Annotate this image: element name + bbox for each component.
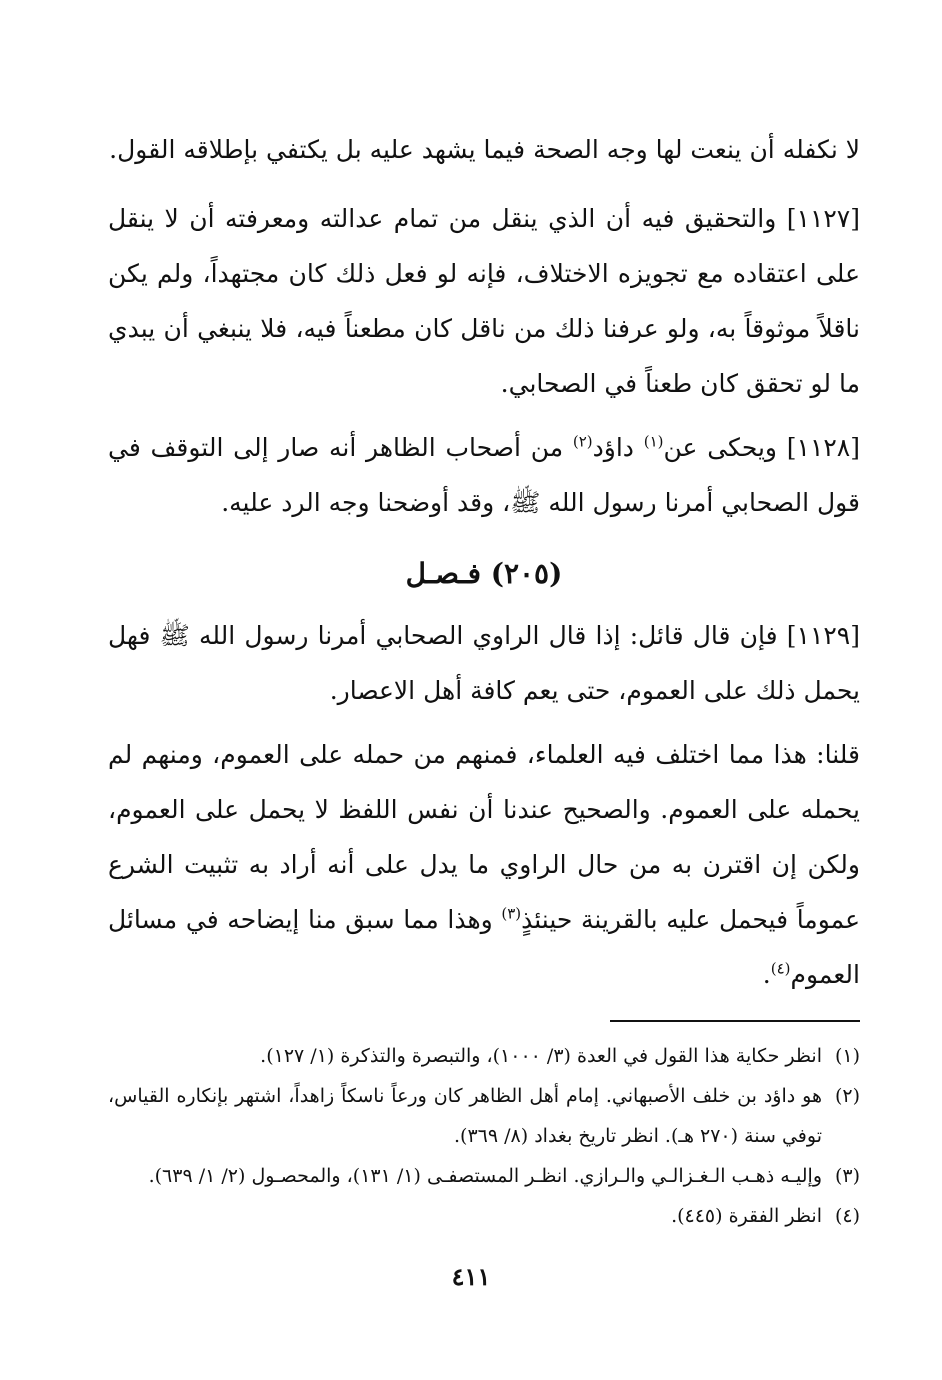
paragraph-1129: [١١٢٩] فإن قال قائل: إذا قال الراوي الصحابي أمرنا رسول الله ﷺ فهل يحمل ذلك على العموم، حتى يعم كافة أهل الاعصار. <box>108 621 860 705</box>
footnote-number: (٤) <box>834 1205 860 1227</box>
footnote-ref-3[interactable]: (٣) <box>501 904 522 923</box>
footnotes <box>108 1036 860 1236</box>
footnote-text: انظر الفقرة (٤٤٥). <box>671 1205 822 1227</box>
page-number: ٤١١ <box>451 1262 491 1291</box>
footnote-text: هو داؤد بن خلف الأصبهاني. إمام أهل الظاهر كان ورعاً ناسكاً زاهداً، اشتهر بإنكاره القياس، توفي سنة (٢٧٠ هـ). انظر تاريخ بغداد (٨/ ٣٦٩). <box>108 1085 822 1147</box>
section-heading <box>108 552 860 596</box>
paragraph-1128 <box>108 420 860 530</box>
section-heading-text: (٢٠٥) فـصـل <box>405 557 563 590</box>
paragraph-1127: [١١٢٧] والتحقيق فيه أن الذي ينقل من تمام عدالته ومعرفته أن لا ينقل على اعتقاده مع تجويزه الاختلاف، فإنه لو فعل ذلك كان مجتهداً، ولم يكن ناقلاً موثوقاً به، ولو عرفنا ذلك من ناقل كان مطعناً فيه، فلا ينبغي أن يبدي ما لو تحقق كان طعناً في الصحابي. <box>108 204 860 398</box>
page-body <box>108 122 860 1236</box>
paragraph-continuation: لا نكفله أن ينعت لها وجه الصحة فيما يشهد عليه بل يكتفي بإطلاقه القول. <box>109 135 860 164</box>
paragraph-answer <box>108 727 860 1002</box>
footnote-ref-2[interactable]: (٢) <box>572 432 593 451</box>
footnote-text: انظر حكاية هذا القول في العدة (٣/ ١٠٠٠)، والتبصرة والتذكرة (١/ ١٢٧). <box>260 1045 822 1067</box>
footnote-number: (١) <box>834 1045 860 1067</box>
footnote-3 <box>108 1156 860 1196</box>
footnote-ref-4[interactable]: (٤) <box>770 959 791 978</box>
paragraph-answer-part-c: . <box>762 960 771 989</box>
footnote-ref-1[interactable]: (١) <box>643 432 664 451</box>
footnote-2 <box>108 1076 860 1156</box>
footnote-4 <box>108 1196 860 1236</box>
footnote-number: (٣) <box>834 1165 860 1187</box>
paragraph-1128-part-c: من أصحاب الظاهر أنه صار إلى التوقف في قول الصحابي أمرنا رسول الله ﷺ، وقد أوضحنا وجه الرد عليه. <box>108 433 860 517</box>
footnote-number: (٢) <box>834 1085 860 1107</box>
paragraph-1128-part-b: داؤد <box>592 433 644 462</box>
paragraph-answer-part-b: وهذا مما سبق منا إيضاحه في مسائل العموم <box>108 905 860 989</box>
footnote-text: وإليـه ذهـب الـغـزالـي والـرازي. انظـر المستصفـى (١/ ١٣١)، والمحصـول (٢/ ١/ ٦٣٩). <box>148 1165 822 1187</box>
footnote-divider <box>610 1020 860 1022</box>
footnote-1 <box>108 1036 860 1076</box>
paragraph-1128-part-a: [١١٢٨] ويحكى عن <box>663 433 860 462</box>
paragraph-answer-part-a: قلنا: هذا مما اختلف فيه العلماء، فمنهم من حمله على العموم، ومنهم لم يحمله على العموم. والصحيح عندنا أن نفس اللفظ لا يحمل على العموم، ولكن إن اقترن به من حال الراوي ما يدل على أنه أراد به تثبيت الشرع عموماً فيحمل عليه بالقرينة حينئذٍ <box>108 740 861 934</box>
